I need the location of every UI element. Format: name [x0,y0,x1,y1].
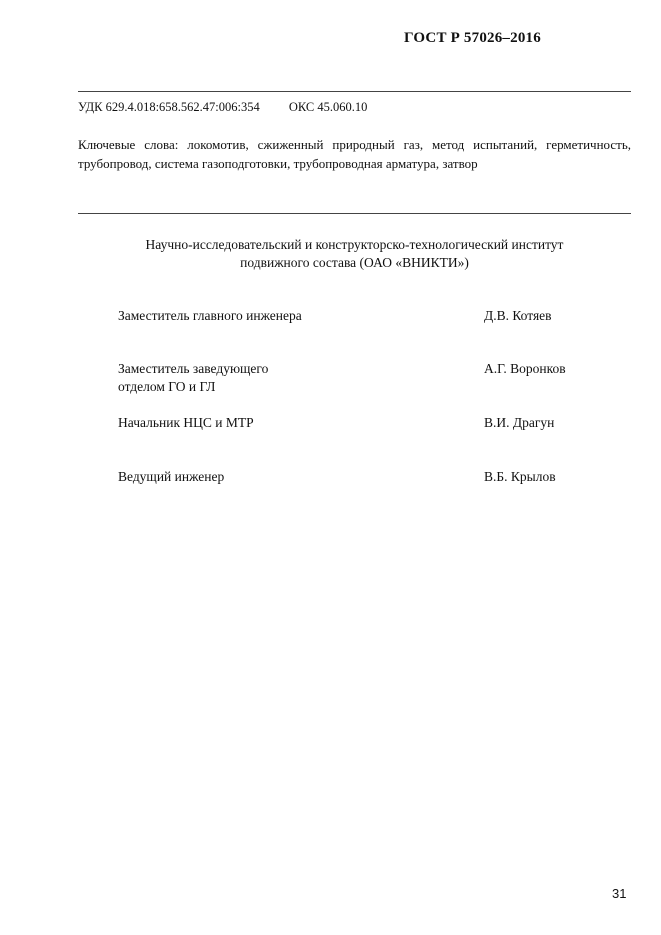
signature-role-line-1: Заместитель заведующего [118,361,269,376]
signature-role-line-1: Заместитель главного инженера [118,308,302,323]
page-number: 31 [612,886,627,901]
signature-name: В.Б. Крылов [484,469,556,484]
classification-line [78,100,367,115]
signature-role-line-2: отделом ГО и ГЛ [118,379,216,394]
institute-name [78,236,631,272]
keywords-paragraph: Ключевые слова: локомотив, сжиженный природный газ, метод испытаний, герметичность, трубопровод, система газоподготовки, трубопроводная арматура, затвор [78,137,631,171]
signature-role [118,414,418,432]
signature-name: Д.В. Котяев [484,308,552,323]
bottom-divider [78,213,631,214]
udk-code: УДК 629.4.018:658.562.47:006:354 [78,100,260,114]
top-divider [78,91,631,92]
signature-name: В.И. Драгун [484,415,555,430]
oks-code: ОКС 45.060.10 [288,100,368,114]
signature-role [118,468,418,486]
signature-role-line-1: Ведущий инженер [118,469,225,484]
signature-role-line-1: Начальник НЦС и МТР [118,415,254,430]
institute-line-1: Научно-исследовательский и конструкторско-технологический институт [145,237,564,252]
standard-code-header: ГОСТ Р 57026–2016 [404,30,541,46]
signature-role [118,307,418,325]
signature-name: А.Г. Воронков [484,361,566,376]
institute-line-2: подвижного состава (ОАО «ВНИКТИ») [240,255,469,270]
signature-role [118,360,418,396]
